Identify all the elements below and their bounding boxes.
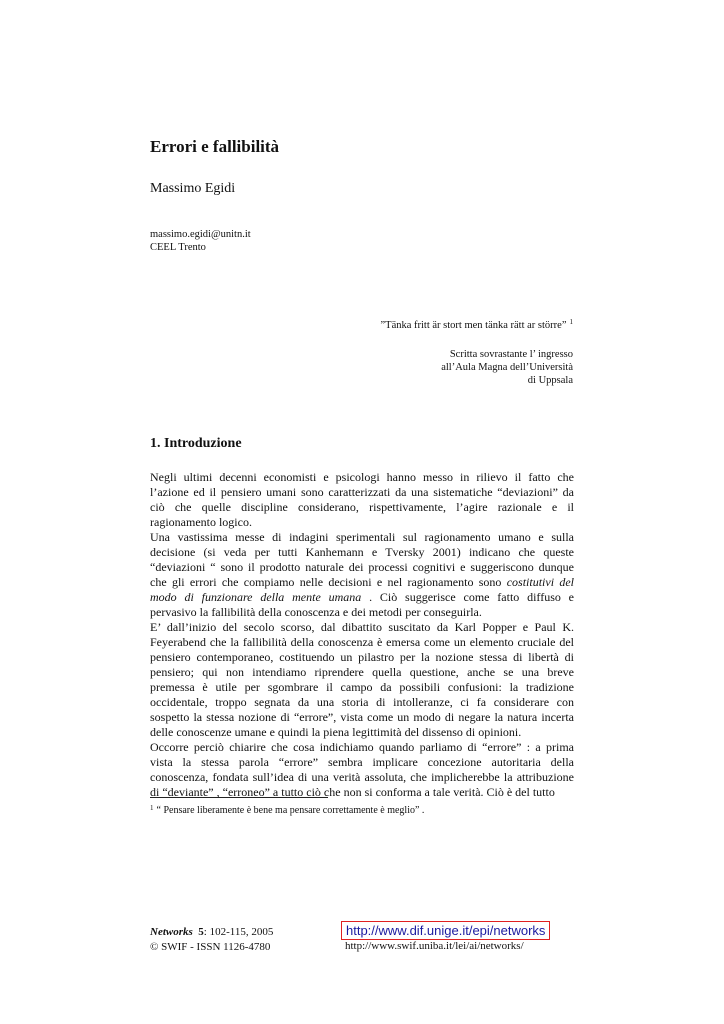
body-line-segment: . Ciò suggerisce come fatto diffuso e: [361, 590, 575, 604]
footnote: [150, 804, 424, 816]
body-line: premessa è utile per sgombrare il campo da possibili confusioni: la tradizione: [150, 680, 574, 694]
paper-title: Errori e fallibilità: [150, 137, 280, 156]
journal-issn: © SWIF - ISSN 1126-4780: [150, 941, 271, 953]
epigraph-note-line: all’Aula Magna dell’Università: [441, 362, 573, 373]
body-line: occidentale, troppo segnata da una storia di intolleranze, ci fa considerare con: [150, 695, 574, 709]
body-line: di “deviante” , “erroneo” a tutto ciò che non si conforma a tale verità. Ciò è del tutto: [150, 785, 555, 799]
body-line: pensiero; qui non intendiamo riprendere quella questione, anche se una breve: [150, 665, 574, 679]
body-line: Occorre perciò chiarire che cosa indichiamo quando parliamo di “errore” : a prima: [150, 740, 574, 754]
epigraph: [381, 318, 574, 331]
author-institution: CEEL Trento: [150, 242, 206, 253]
secondary-link[interactable]: http://www.swif.uniba.it/lei/ai/networks/: [345, 940, 524, 952]
body-line: Negli ultimi decenni economisti e psicologi hanno messo in rilievo il fatto che: [150, 470, 574, 484]
body-line-emphasis: modo di funzionare della mente umana: [150, 590, 362, 604]
journal-pages: : 102-115, 2005: [203, 926, 274, 938]
body-line: decisione (si veda per tutti Kanhemann e Tversky 2001) indicano che queste: [150, 545, 574, 559]
body-line: pervasivo la fallibilità della conoscenza e dei metodi per conseguirla.: [150, 605, 482, 619]
epigraph-footnote-marker: 1: [569, 318, 573, 326]
body-line-emphasis: costitutivi del: [506, 575, 574, 589]
body-line: delle conoscenze umane e quindi la piena legittimità del dissenso di opinioni.: [150, 725, 522, 739]
body-line: [150, 590, 574, 605]
footnote-divider: [150, 797, 328, 798]
journal-citation: [150, 925, 273, 940]
body-line: pensiero contemporaneo, costituendo un pilastro per la nozione stessa di libertà di: [150, 650, 574, 664]
author-affiliation: [150, 228, 251, 254]
body-line: “deviazioni “ sono il prodotto naturale dei processi cognitivi e suggeriscono dunque: [150, 560, 574, 574]
epigraph-quote: ”Tänka fritt är stort men tänka rätt ar större”: [380, 320, 567, 331]
body-line: conoscenza, fondata sull’idea di una verità assoluta, che implicherebbe la attribuzione: [150, 770, 574, 784]
body-line: Una vastissima messe di indagini sperimentali sul ragionamento umano e sulla: [150, 530, 574, 544]
journal-name: Networks: [150, 926, 193, 938]
epigraph-note: [441, 348, 573, 387]
footnote-marker: 1: [150, 804, 154, 812]
epigraph-note-line: di Uppsala: [527, 375, 573, 386]
author-email: massimo.egidi@unitn.it: [150, 229, 251, 240]
section-heading: 1. Introduzione: [150, 436, 242, 451]
body-text: [150, 470, 574, 800]
epigraph-note-line: Scritta sovrastante l’ ingresso: [449, 349, 573, 360]
primary-link[interactable]: http://www.dif.unige.it/epi/networks: [341, 921, 550, 940]
body-line-segment: che gli errori che compiamo nelle decisioni e nel ragionamento sono: [150, 575, 507, 589]
body-line: [150, 575, 574, 590]
body-line: ragionamento logico.: [150, 515, 252, 529]
body-line: vista la stessa parola “errore” sembra implicare concezione autoritaria della: [150, 755, 574, 769]
journal-info: [150, 925, 273, 955]
body-line: sospetto la stessa nozione di “errore”, vista come un modo di negare la natura incerta: [150, 710, 574, 724]
journal-volume: 5: [198, 926, 204, 938]
body-line: Feyerabend che la fallibilità della conoscenza è emersa come un elemento cruciale del: [150, 635, 574, 649]
body-line: E’ dall’inizio del secolo scorso, dal dibattito suscitato da Karl Popper e Paul K.: [150, 620, 574, 634]
author-name: Massimo Egidi: [150, 181, 236, 196]
footnote-text: “ Pensare liberamente è bene ma pensare correttamente è meglio” .: [156, 805, 425, 816]
body-line: l’azione ed il pensiero umani sono caratterizzati da una sistematiche “deviazioni” da: [150, 485, 574, 499]
body-line: ciò che quelle discipline considerano, rispettivamente, l’agire razionale e il: [150, 500, 574, 514]
